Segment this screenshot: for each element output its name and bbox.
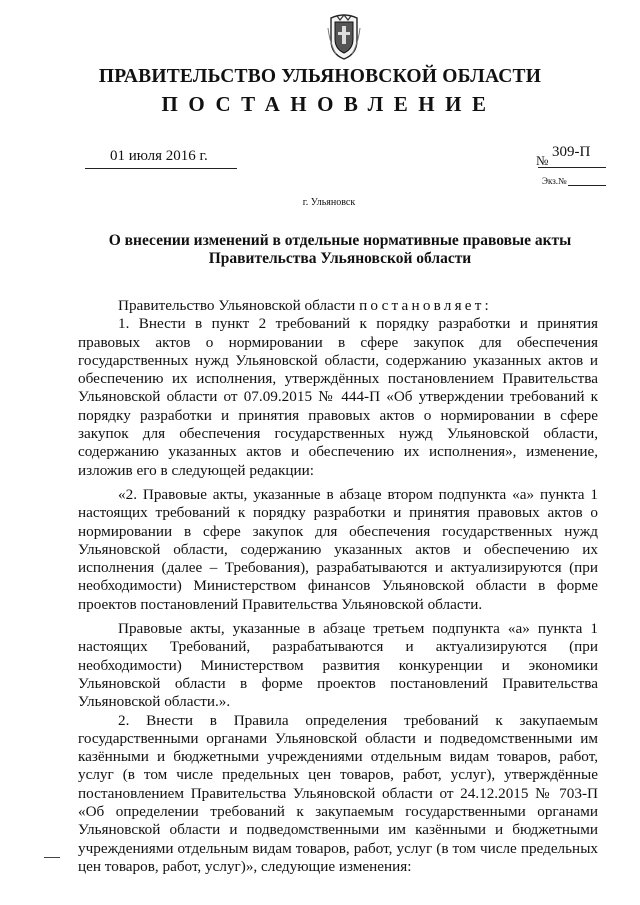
city-label: г. Ульяновск [302,197,356,208]
intro-paragraph [78,297,598,315]
intro-lead: Правительство Ульяновской области [118,297,360,314]
paragraph-2: «2. Правовые акты, указанные в абзаце втором подпункта «а» пункта 1 настоящих требований к порядку разработки и принятия правовых актов о нормировании в сфере закупок для обеспечения государственных нужд Ульяновской области, содержанию указанных актов и обеспечению их исполнения (далее – Требования), разрабатываются и актуализируются (при необходимости) Министерством финансов Ульяновской области в форме проектов постановлений Правительства Ульяновской области. [78,485,598,613]
decree-date: 01 июля 2016 г. [110,148,208,164]
copy-number-underline [568,185,606,186]
date-underline [85,168,237,169]
number-sign: № [536,153,549,168]
paragraph-3: Правовые акты, указанные в абзаце третьем подпункта «а» пункта 1 настоящих Требований, разрабатываются и актуализируются (при необходимости) Министерством развития конкуренции и экономики Ульяновской области в форме проектов постановлений Правительства Ульяновской области.». [78,620,598,711]
subject-line-1: О внесении изменений в отдельные нормативные правовые акты [108,232,572,249]
decree-body [78,297,598,876]
copy-number-label: Экз.№ [542,176,567,186]
decree-number: 309-П [552,144,591,160]
document-type-heading: ПОСТАНОВЛЕНИЕ [161,92,497,116]
subject-line-2: Правительства Ульяновской области [208,250,472,267]
paragraph-4: 2. Внести в Правила определения требований к закупаемым государственными органами Ульяновской области и подведомственными им казёнными и бюджетными учреждениями отдельным видам товаров, работ, услуг (в том числе предельных цен товаров, работ, услуг), утверждённые постановлением Правительства Ульяновской области от 24.12.2015 № 703-П «Об определении требований к закупаемым государственными органами Ульяновской области и подведомственными им казёнными и бюджетными учреждениями отдельным видам товаров, работ, услуг (в том числе предельных цен товаров, работ, услуг)», следующие изменения: [78,711,598,875]
number-underline [538,167,606,168]
government-title: ПРАВИТЕЛЬСТВО УЛЬЯНОВСКОЙ ОБЛАСТИ [98,66,542,87]
coat-of-arms-icon [327,14,361,60]
intro-decrees: постановляет: [359,297,492,314]
decree-subject [80,232,600,268]
paragraph-1: 1. Внести в пункт 2 требований к порядку разработки и принятия правовых актов о нормировании в сфере закупок для обеспечения государственных нужд Ульяновской области, содержанию указанных актов и обеспечению их исполнения, утверждённых постановлением Правительства Ульяновской области от 07.09.2015 № 444-П «Об утверждении требований к порядку разработки и принятия правовых актов о нормировании в сфере закупок для обеспечения государственных нужд Ульяновской области, содержанию указанных актов и обеспечению их исполнения», изменение, изложив его в следующей редакции: [78,315,598,479]
margin-mark [44,857,60,858]
